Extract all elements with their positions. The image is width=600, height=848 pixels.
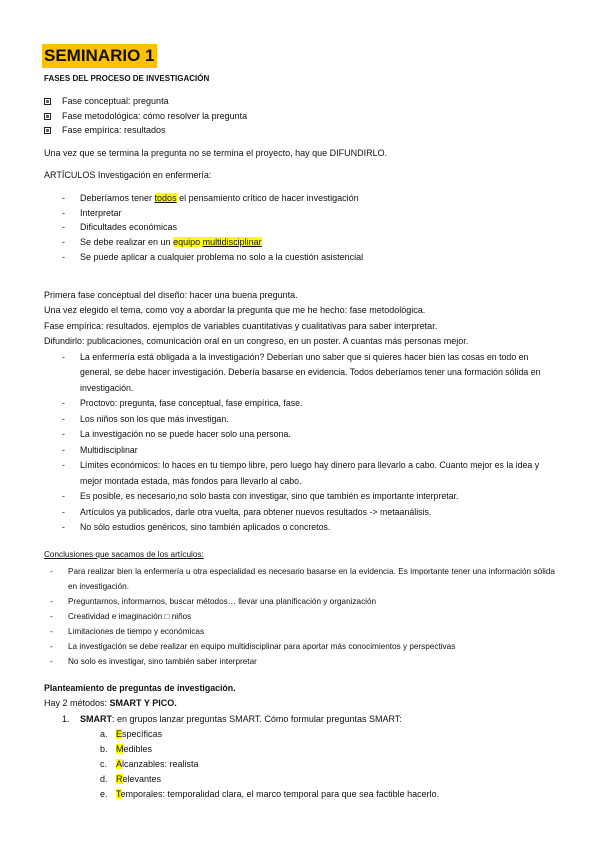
dash-bullet: - — [62, 398, 65, 408]
list-item-text: Limitaciones de tiempo y económicas — [68, 626, 205, 636]
notes-paragraphs — [44, 288, 468, 349]
dash-bullet: - — [62, 222, 65, 233]
highlighted-initial: A — [116, 759, 123, 770]
list-item — [44, 742, 439, 757]
articulos-heading: ARTÍCULOS Investigación en enfermería: — [44, 170, 212, 180]
list-item — [44, 458, 552, 489]
list-item — [44, 109, 247, 124]
dash-bullet: - — [50, 596, 53, 606]
phases-list — [44, 94, 247, 138]
highlighted-text: todos — [154, 193, 177, 203]
bold-text: SMART Y PICO. — [109, 698, 177, 708]
list-letter: b. — [100, 744, 108, 755]
conclusions-heading: Conclusiones que sacamos de los artículos: — [44, 550, 204, 559]
text-segment: edibles — [123, 744, 153, 755]
list-item-text: Creatividad e imaginación □ niños — [68, 611, 192, 621]
dash-bullet: - — [62, 506, 65, 517]
methods-line — [44, 696, 177, 710]
list-item-text: No sólo estudios genéricos, sino también aplicados o concretos. — [80, 522, 331, 532]
paragraph: Una vez elegido el tema, como voy a abordar la pregunta que me he hecho: fase metodológica. — [44, 305, 426, 316]
dash-bullet: - — [50, 566, 53, 576]
conclusions-list — [44, 564, 555, 669]
notes-list — [44, 350, 552, 536]
list-item-text: No solo es investigar, sino también saber interpretar — [68, 656, 257, 666]
list-item — [44, 505, 552, 521]
dash-bullet: - — [62, 251, 65, 262]
list-item — [44, 594, 555, 609]
text-segment: elevantes — [122, 774, 162, 785]
text-segment: emporales: temporalidad clara, el marco temporal para que sea factible hacerlo. — [120, 789, 440, 800]
list-item-text: Artículos ya publicados, darle otra vuelta, para obtener nuevos resultados -> metaanálisis. — [80, 506, 432, 517]
highlighted-initial: E — [116, 729, 123, 739]
list-item-text: Dificultades económicas — [80, 222, 178, 233]
list-item — [44, 235, 363, 250]
list-item — [44, 772, 439, 787]
text-segment: el pensamiento crítico de hacer investigación — [176, 193, 359, 203]
list-item — [44, 350, 552, 397]
dash-bullet: - — [62, 237, 65, 248]
text-segment: specíficas — [122, 729, 163, 739]
smart-criteria-list — [44, 727, 439, 802]
dash-bullet: - — [62, 207, 65, 218]
list-item — [44, 624, 555, 639]
dash-bullet: - — [50, 641, 53, 651]
list-letter: e. — [100, 789, 108, 800]
list-item — [44, 727, 439, 742]
title-block — [44, 44, 157, 68]
list-item — [44, 564, 555, 594]
list-item — [44, 191, 363, 206]
box-bullet-icon — [44, 113, 51, 120]
list-item — [44, 787, 439, 802]
list-item-text: Interpretar — [80, 207, 122, 218]
smart-item — [44, 712, 402, 726]
dash-bullet: - — [62, 193, 65, 203]
articulos-list — [44, 191, 363, 265]
dash-bullet: - — [62, 351, 65, 362]
list-item-text: La investigación se debe realizar en equipo multidisciplinar para aportar más conocimientos y perspectivas — [68, 641, 456, 651]
dash-bullet: - — [50, 656, 53, 666]
highlighted-initial: R — [116, 774, 123, 785]
list-item-text: Fase empírica: resultados — [62, 125, 166, 135]
list-item — [44, 639, 555, 654]
text-segment: lcanzables: realista — [122, 759, 199, 770]
paragraph-difundir: Una vez que se termina la pregunta no se termina el proyecto, hay que DIFUNDIRLO. — [44, 148, 388, 158]
list-item-text: La investigación no se puede hacer solo una persona. — [80, 429, 291, 439]
page-title: SEMINARIO 1 — [42, 44, 157, 68]
list-item — [44, 443, 552, 459]
list-letter: a. — [100, 729, 108, 739]
dash-bullet: - — [62, 522, 65, 532]
highlighted-underlined-text: multidisciplinar — [202, 237, 262, 248]
list-letter: c. — [100, 759, 108, 770]
list-item — [44, 220, 363, 235]
list-item — [44, 757, 439, 772]
list-item — [44, 489, 552, 505]
highlighted-initial: M — [116, 744, 124, 755]
highlighted-initial: T — [116, 789, 121, 800]
list-letter: d. — [100, 774, 108, 785]
list-item — [44, 250, 363, 265]
text-segment: Se debe realizar en un — [80, 237, 174, 248]
list-item — [44, 206, 363, 221]
list-item — [44, 609, 555, 624]
list-item-text: Fase metodológica: cómo resolver la pregunta — [62, 110, 248, 121]
list-item-text: La enfermería está obligada a la investigación? Deberían uno saber que si quieres hacer bien las cosas en todo en general, se debe hacer investigación. Debería basarse en evidencia. Todos deberíamos tener una formación sólida en investigación. — [80, 351, 541, 393]
list-item — [44, 94, 247, 109]
list-item-text: Para realizar bien la enfermería u otra especialidad es necesario basarse en la evidencia. Es importante tener una información sólida en investigación. — [68, 566, 555, 591]
list-item — [44, 427, 552, 443]
box-bullet-icon — [44, 98, 51, 105]
dash-bullet: - — [62, 413, 65, 424]
list-item — [44, 412, 552, 428]
paragraph: Fase empírica: resultados. ejemplos de variables cuantitativas y cualitativas para saber interpretar. — [44, 320, 438, 331]
dash-bullet: - — [62, 491, 65, 501]
dash-bullet: - — [62, 460, 65, 470]
text-segment: Hay 2 métodos: — [44, 698, 110, 708]
dash-bullet: - — [62, 444, 65, 455]
dash-bullet: - — [50, 611, 53, 621]
list-item-text: Los niños son los que más investigan. — [80, 413, 229, 424]
list-item-text: Fase conceptual: pregunta — [62, 96, 169, 106]
bold-text: SMART — [80, 714, 112, 724]
list-item-text: Se puede aplicar a cualquier problema no solo a la cuestión asistencial — [80, 251, 364, 262]
list-item-text: Preguntarnos, informarnos, buscar métodos… llevar una planificación y organización — [68, 596, 377, 606]
box-bullet-icon — [44, 127, 51, 134]
list-item — [44, 396, 552, 412]
highlighted-text: equipo — [173, 237, 203, 248]
list-item-text: Límites económicos: lo haces en tu tiempo libre, pero luego hay dinero para llevarlo a cabo. Cuanto mejor es la idea y mejor montada estada, más fondos para llevarlo al cabo. — [80, 460, 540, 486]
list-item — [44, 123, 247, 138]
list-item — [44, 654, 555, 669]
questions-heading: Planteamiento de preguntas de investigación. — [44, 683, 236, 693]
text-segment: Deberíamos tener — [80, 193, 155, 203]
list-item — [44, 520, 552, 536]
dash-bullet: - — [62, 429, 65, 439]
list-item-text: Es posible, es necesario,no solo basta con investigar, sino que también es importante interpretar. — [80, 491, 459, 501]
paragraph: Difundirlo: publicaciones, comunicación oral en un congreso, en un poster. A cuantas más personas mejor. — [44, 335, 469, 346]
list-item-text: Proctovo: pregunta, fase conceptual, fase empírica, fase. — [80, 398, 303, 408]
list-number: 1. — [62, 714, 70, 724]
dash-bullet: - — [50, 626, 53, 636]
list-item-text: Multidisciplinar — [80, 444, 138, 455]
text-segment: : en grupos lanzar preguntas SMART. Cómo formular preguntas SMART: — [112, 714, 402, 724]
section-subtitle: FASES DEL PROCESO DE INVESTIGACIÓN — [44, 74, 210, 83]
paragraph: Primera fase conceptual del diseño: hacer una buena pregunta. — [44, 290, 298, 300]
